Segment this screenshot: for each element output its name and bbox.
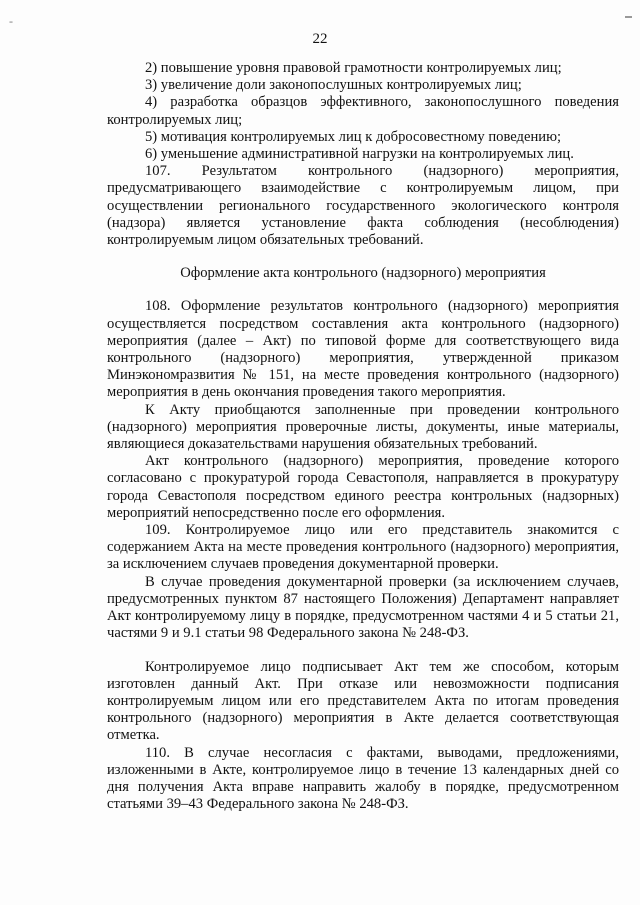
paragraph-109-documentary: В случае проведения документарной проверки (за исключением случаев, предусмотренных пунктом 87 настоящего Положения) Департамент направляет Акт контролируемому лицу в порядке, предусмотренном частями 4 и 5 статьи 21, частями 9 и 9.1 статьи 98 Федерального закона № 248-ФЗ. xyxy=(107,573,619,642)
list-item-2: 2) повышение уровня правовой грамотности контролируемых лиц; xyxy=(145,60,562,76)
list-item-6: 6) уменьшение административной нагрузки на контролируемых лиц. xyxy=(145,146,574,163)
page-number: 22 xyxy=(312,31,328,47)
paragraph-108-attachments: К Акту приобщаются заполненные при проведении контрольного (надзорного) мероприятия проверочные листы, документы, иные материалы, являющиеся доказательствами нарушения обязательных требований. xyxy=(107,401,619,453)
paragraph-107: 107. Результатом контрольного (надзорного) мероприятия, предусматривающего взаимодействие с контролируемым лицом, при осуществлении регионального государственного экологического контроля (надзора) является установление факта соблюдения (несоблюдения) контролируемым лицом обязательных требований. xyxy=(107,163,619,249)
paragraph-109: 109. Контролируемое лицо или его представитель знакомится с содержанием Акта на месте проведения контрольного (надзорного) мероприятия, за исключением случаев проведения документарной проверки. xyxy=(107,522,619,573)
paragraph-108-prosecutor: Акт контрольного (надзорного) мероприятия, проведение которого согласовано с прокуратурой города Севастополя, направляется в прокуратуру города Севастополя посредством единого реестра контрольных (надзорных) мероприятий непосредственно после его оформления. xyxy=(107,453,619,521)
section-heading: Оформление акта контрольного (надзорного) мероприятия xyxy=(180,265,546,282)
paragraph-108: 108. Оформление результатов контрольного (надзорного) мероприятия осуществляется посредством составления акта контрольного (надзорного) мероприятия (далее – Акт) по типовой форме для соответствующего вида контрольного (надзорного) мероприятия, утвержденной приказом Минэкономразвития № 151, на месте проведения контрольного (надзорного) мероприятия в день окончания проведения такого мероприятия. xyxy=(107,298,619,401)
paragraph-109-signature: Контролируемое лицо подписывает Акт тем же способом, которым изготовлен данный Акт. При отказе или невозможности подписания контролируемым лицом или его представителем Акта по итогам проведения контрольного (надзорного) мероприятия в Акте делается соответствующая отметка. xyxy=(107,658,619,744)
document-body xyxy=(107,60,619,813)
scan-corner-mark: - xyxy=(9,14,13,28)
list-item-5: 5) мотивация контролируемых лиц к добросовестному поведению; xyxy=(145,128,562,145)
list-item-3: 3) увеличение доли законопослушных контролируемых лиц; xyxy=(145,77,522,94)
list-item-4: 4) разработка образцов эффективного, законопослушного поведения контролируемых лиц; xyxy=(107,94,619,128)
paragraph-110: 110. В случае несогласия с фактами, выводами, предложениями, изложенными в Акте, контролируемое лицо в течение 13 календарных дней со дня получения Акта вправе направить жалобу в порядке, предусмотренном статьями 39–43 Федерального закона № 248-ФЗ. xyxy=(107,744,619,813)
scan-corner-mark-right xyxy=(625,16,632,18)
